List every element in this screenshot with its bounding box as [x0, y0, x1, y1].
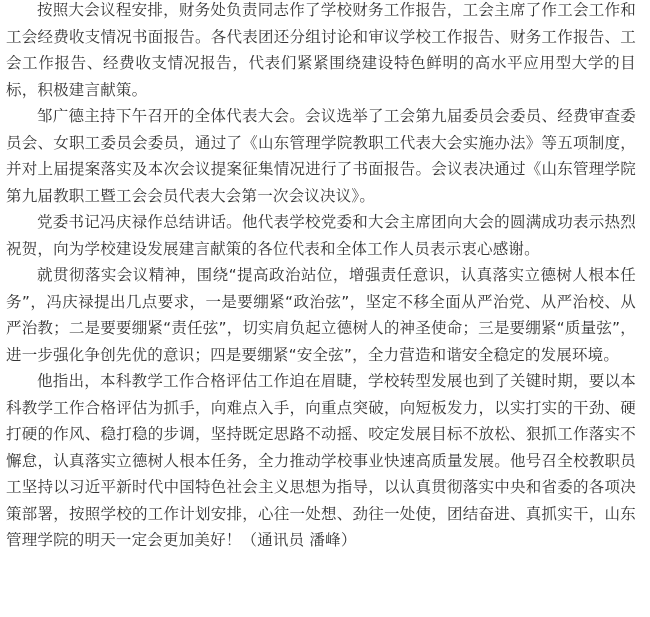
paragraph-evaluation: 他指出，本科教学工作合格评估工作迫在眉睫，学校转型发展也到了关键时期，要以本科教学工作合格评估为抓手，向难点入手，向重点突破，向短板发力，以实打实的干劲、硬打硬的作风、稳打稳的步调，坚持既定思路不动摇、咬定发展目标不放松、狠抓工作落实不懈怠，认真落实立德树人根本任务，全力推动学校事业快速高质量发展。他号召全校教职员工坚持以习近平新时代中国特色社会主义思想为指导，以认真贯彻落实中央和省委的各项决策部署，按照学校的工作计划安排，心往一处想、劲往一处使，团结奋进、真抓实干，山东管理学院的明天一定会更加美好！（通讯员 潘峰） — [6, 372, 636, 549]
paragraph-budget-report: 按照大会议程安排，财务处负责同志作了学校财务工作报告，工会主席了作工会工作和工会经费收支情况书面报告。各代表团还分组讨论和审议学校工作报告、财务工作报告、工会工作报告、经费收支情况报告，代表们紧紧围绕建设特色鲜明的高水平应用型大学的目标，积极建言献策。 — [6, 1, 636, 99]
paragraph-plenary-session: 邹广德主持下午召开的全体代表大会。会议选举了工会第九届委员会委员、经费审查委员会、女职工委员会委员，通过了《山东管理学院教职工代表大会实施办法》等五项制度，并对上届提案落实及本次会议提案征集情况进行了书面报告。会议表决通过《山东管理学院第九届教职工暨工会会员代表大会第一次会议决议》。 — [6, 107, 636, 205]
paragraph-closing-speech: 党委书记冯庆禄作总结讲话。他代表学校党委和大会主席团向大会的圆满成功表示热烈祝贺，向为学校建设发展建言献策的各位代表和全体工作人员表示衷心感谢。 — [6, 213, 636, 258]
paragraph-requirements: 就贯彻落实会议精神，围绕“提高政治站位，增强责任意识，认真落实立德树人根本任务”，冯庆禄提出几点要求，一是要绷紧“政治弦”，坚定不移全面从严治党、从严治校、从严治教；二是要要绷紧“责任弦”，切实肩负起立德树人的神圣使命；三是要绷紧“质量弦”，进一步强化争创先优的意识；四是要绷紧“安全弦”，全力营造和谐安全稳定的发展环境。 — [6, 266, 636, 364]
